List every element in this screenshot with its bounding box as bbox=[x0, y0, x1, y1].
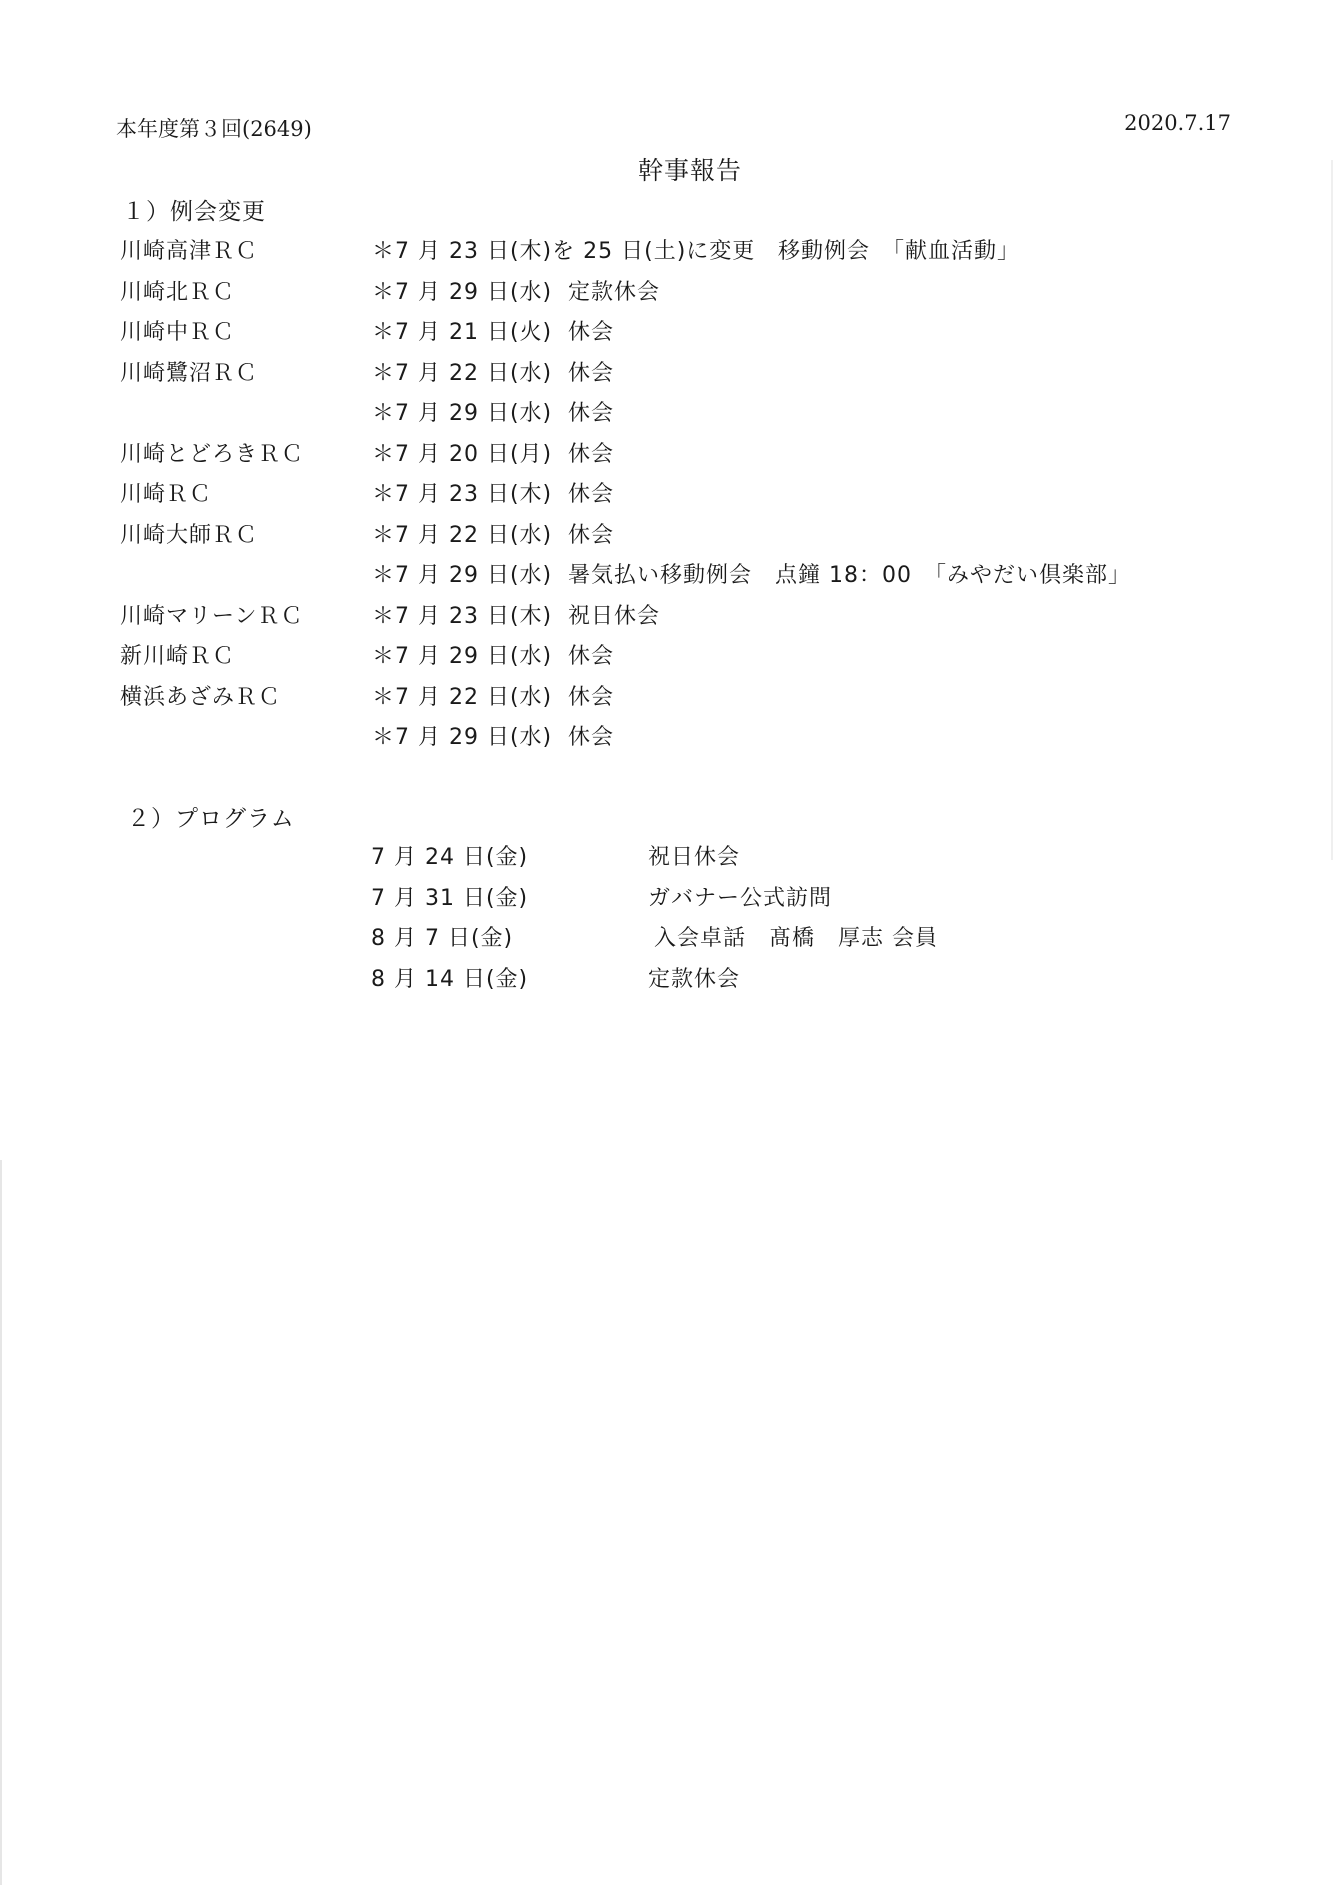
change-note: 移動例会 「献血活動」 bbox=[778, 239, 1021, 264]
program-description: ガバナー公式訪問 bbox=[648, 886, 833, 911]
club-name: 川崎高津ＲＣ bbox=[120, 239, 259, 264]
club-name: 川崎とどろきＲＣ bbox=[120, 442, 305, 467]
club-name: 川崎北ＲＣ bbox=[120, 280, 236, 305]
change-note: 休会 bbox=[568, 361, 615, 386]
list-item bbox=[0, 558, 1333, 598]
list-item bbox=[0, 680, 1333, 720]
change-note: 休会 bbox=[568, 644, 615, 669]
list-item bbox=[0, 921, 1333, 961]
change-note: 休会 bbox=[568, 442, 615, 467]
page-title: 幹事報告 bbox=[637, 156, 742, 185]
change-date: ＊7 月 29 日(水) bbox=[372, 644, 553, 669]
change-date: ＊7 月 22 日(水) bbox=[372, 523, 553, 548]
list-item bbox=[0, 720, 1333, 760]
club-name: 川崎ＲＣ bbox=[120, 482, 213, 507]
list-item bbox=[0, 477, 1333, 517]
list-item bbox=[0, 396, 1333, 436]
change-note: 休会 bbox=[568, 523, 615, 548]
change-date: ＊7 月 22 日(水) bbox=[372, 361, 553, 386]
list-item bbox=[0, 315, 1333, 355]
change-date: ＊7 月 29 日(水) bbox=[372, 401, 553, 426]
program-description: 祝日休会 bbox=[648, 845, 741, 870]
change-note: 暑気払い移動例会 点鐘 18：00 「みやだい倶楽部」 bbox=[568, 563, 1131, 588]
club-name: 川崎中ＲＣ bbox=[120, 320, 236, 345]
list-item bbox=[0, 275, 1333, 315]
list-item bbox=[0, 881, 1333, 921]
change-date: ＊7 月 23 日(木) bbox=[372, 604, 553, 629]
report-date: 2020.7.17 bbox=[1124, 111, 1231, 135]
list-item bbox=[0, 840, 1333, 880]
meeting-number: 本年度第３回(2649) bbox=[116, 117, 312, 141]
scan-edge-left bbox=[0, 1160, 2, 1885]
change-note: 定款休会 bbox=[568, 280, 661, 305]
program-date: 8 月 7 日(金) bbox=[371, 926, 514, 951]
club-name: 川崎大師ＲＣ bbox=[120, 523, 259, 548]
program-description: 入会卓話 髙橋 厚志 会員 bbox=[654, 926, 938, 951]
change-note: 休会 bbox=[568, 320, 615, 345]
section-title-program: ２）プログラム bbox=[127, 806, 295, 832]
list-item bbox=[0, 356, 1333, 396]
section-title-meeting-changes: １）例会変更 bbox=[122, 199, 266, 225]
change-date: ＊7 月 29 日(水) bbox=[372, 280, 553, 305]
club-name: 横浜あざみＲＣ bbox=[120, 685, 282, 710]
program-date: 7 月 31 日(金) bbox=[371, 886, 529, 911]
change-date: ＊7 月 23 日(木) bbox=[372, 482, 553, 507]
list-item bbox=[0, 518, 1333, 558]
list-item bbox=[0, 437, 1333, 477]
change-date: ＊7 月 22 日(水) bbox=[372, 685, 553, 710]
club-name: 川崎マリーンＲＣ bbox=[120, 604, 304, 629]
change-note: 休会 bbox=[568, 685, 615, 710]
change-date: ＊7 月 29 日(水) bbox=[372, 563, 553, 588]
change-date: ＊7 月 21 日(火) bbox=[372, 320, 553, 345]
club-name: 川崎鷺沼ＲＣ bbox=[120, 361, 259, 386]
program-date: 7 月 24 日(金) bbox=[371, 845, 529, 870]
change-note: 休会 bbox=[568, 482, 615, 507]
program-date: 8 月 14 日(金) bbox=[371, 967, 529, 992]
list-item bbox=[0, 962, 1333, 1002]
list-item bbox=[0, 599, 1333, 639]
change-date: ＊7 月 20 日(月) bbox=[372, 442, 553, 467]
list-item bbox=[0, 639, 1333, 679]
change-note: 休会 bbox=[568, 725, 615, 750]
change-date: ＊7 月 29 日(水) bbox=[372, 725, 553, 750]
change-note: 休会 bbox=[568, 401, 615, 426]
change-date: ＊7 月 23 日(木)を 25 日(土)に変更 bbox=[372, 239, 756, 264]
club-name: 新川崎ＲＣ bbox=[120, 644, 236, 669]
program-description: 定款休会 bbox=[648, 967, 741, 992]
list-item bbox=[0, 234, 1333, 274]
change-note: 祝日休会 bbox=[568, 604, 661, 629]
